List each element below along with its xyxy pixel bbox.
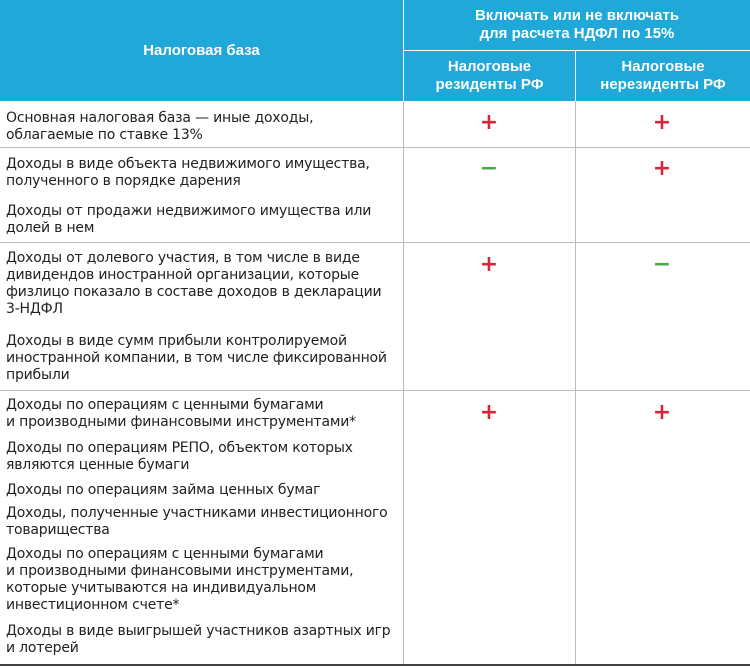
row4-nonresidents-mark: + (652, 400, 672, 425)
header-residents-line1: Налоговые (447, 58, 532, 75)
row2-nonresidents-mark: + (652, 156, 672, 181)
header-nonresidents (576, 51, 750, 101)
row3-item2: Доходы в виде сумм прибыли контролируемой иностранной компании, в том числе фиксированной прибыли (6, 333, 387, 383)
row3-nonresidents-mark: − (652, 252, 672, 277)
header-residents (404, 51, 575, 101)
row-divider (0, 390, 750, 391)
header-tax-base (0, 0, 403, 101)
row4-item1: Доходы по операциям с ценными бумагами и производными финансовыми инструментами* (6, 397, 356, 430)
row3-item1: Доходы от долевого участия, в том числе в виде дивидендов иностранной организации, которые физлицо показало в составе доходов в декларации 3-НДФЛ (6, 250, 382, 317)
header-nonresidents-line1: Налоговые (621, 58, 705, 75)
column-divider-1 (403, 101, 404, 666)
row4-item2: Доходы по операциям РЕПО, объектом которых являются ценные бумаги (6, 440, 353, 473)
row2-item1: Доходы в виде объекта недвижимого имущества, полученного в порядке дарения (6, 156, 370, 189)
row4-item4: Доходы, полученные участниками инвестиционного товарищества (6, 505, 388, 538)
header-include-title (404, 0, 750, 50)
column-divider-2 (575, 101, 576, 666)
header-include-line1: Включать или не включать (474, 7, 680, 24)
row-divider (0, 242, 750, 243)
row1-item1: Основная налоговая база — иные доходы, облагаемые по ставке 13% (6, 110, 314, 143)
header-tax-base-label: Налоговая база (143, 42, 260, 59)
table-bottom-border (0, 664, 750, 666)
header-include-line2: для расчета НДФЛ по 15% (479, 25, 675, 42)
header-nonresidents-line2: нерезиденты РФ (600, 76, 726, 93)
row4-item6: Доходы в виде выигрышей участников азартных игр и лотерей (6, 623, 391, 656)
row4-item3: Доходы по операциям займа ценных бумаг (6, 482, 321, 498)
row2-residents-mark: − (479, 156, 499, 181)
row1-residents-mark: + (479, 110, 499, 135)
row-divider (0, 147, 750, 148)
row4-residents-mark: + (479, 400, 499, 425)
row4-item5: Доходы по операциям с ценными бумагами и производными финансовыми инструментами, которые учитываются на индивидуальном инвестиционном счете* (6, 546, 354, 613)
row2-item2: Доходы от продажи недвижимого имущества или долей в нем (6, 203, 372, 236)
row3-residents-mark: + (479, 252, 499, 277)
row1-nonresidents-mark: + (652, 110, 672, 135)
header-residents-line2: резиденты РФ (435, 76, 544, 93)
